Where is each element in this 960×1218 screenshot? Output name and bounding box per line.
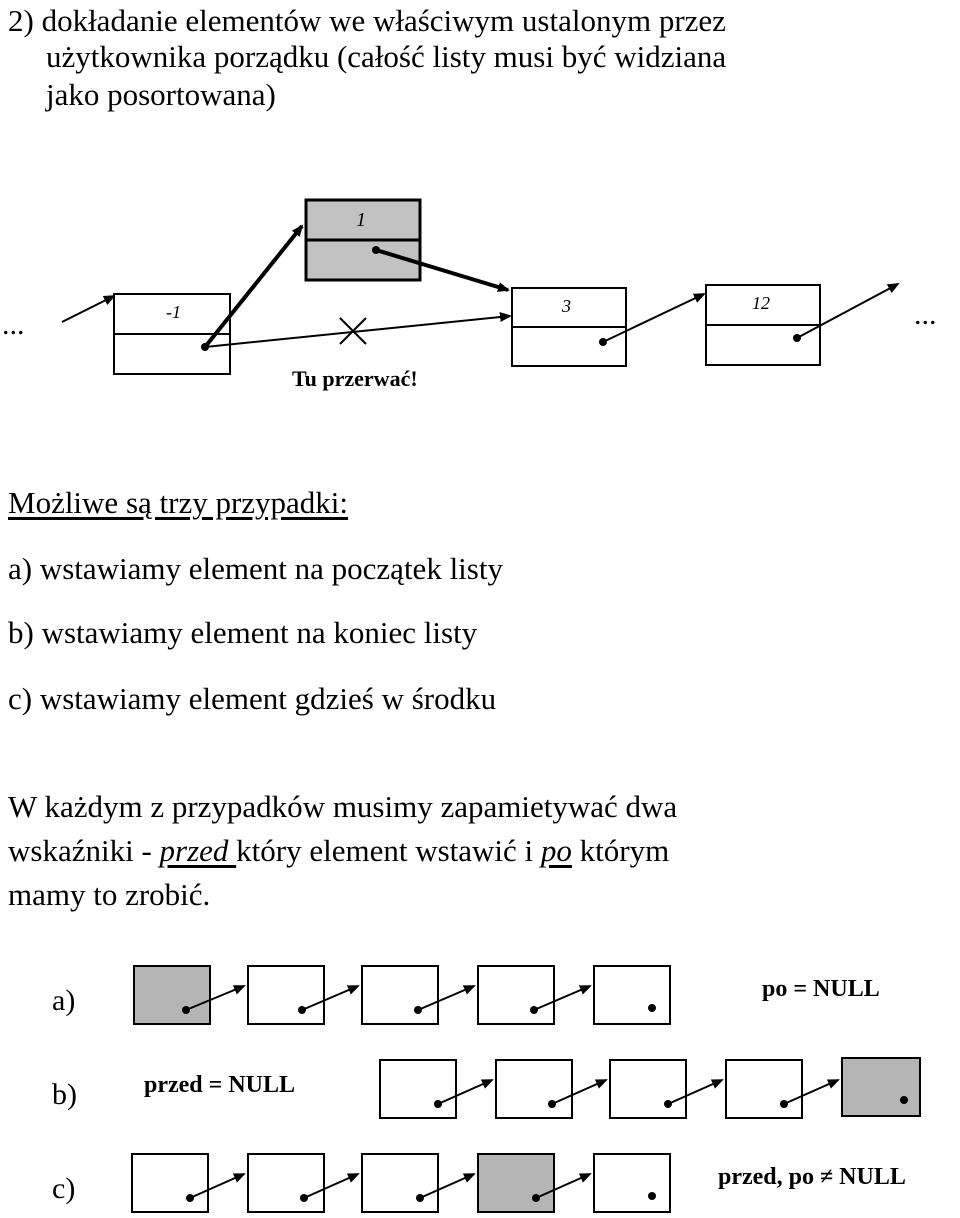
paragraph-line-1: W każdym z przypadków musimy zapamietywać dwa <box>8 789 678 824</box>
row-b-label: b) <box>52 1078 77 1111</box>
break-label: Tu przerwać! <box>292 366 418 391</box>
heading-line-3: jako posortowana) <box>46 77 276 112</box>
list-node-12 <box>706 285 820 365</box>
ellipsis-left: ... <box>2 308 25 341</box>
paragraph-line-2 <box>8 832 669 870</box>
list-node-3 <box>512 288 626 366</box>
text-fragment: wskaźniki - <box>8 833 160 868</box>
node-value: -1 <box>166 302 181 322</box>
text-fragment: którym <box>571 833 670 868</box>
row-b-nodes <box>380 1058 920 1118</box>
row-a-note: po = NULL <box>762 976 880 1002</box>
list-node-minus1 <box>114 294 230 374</box>
przed-term: przed <box>159 833 237 868</box>
node-value: 3 <box>562 296 571 316</box>
case-text: wstawiamy element na koniec listy <box>41 615 478 650</box>
row-b-note: przed = NULL <box>144 1072 296 1098</box>
heading-line-2: użytkownika porządku (całość listy musi być widziana <box>46 39 727 74</box>
row-c-nodes <box>132 1154 670 1212</box>
case-marker: c) <box>8 681 33 716</box>
case-b <box>8 614 477 652</box>
row-a-nodes <box>134 966 670 1024</box>
node-value: 12 <box>752 293 770 313</box>
cases-heading: Możliwe są trzy przypadki: <box>8 485 349 520</box>
case-a <box>8 550 503 588</box>
case-marker: b) <box>8 615 34 650</box>
row-c-note: przed, po ≠ NULL <box>718 1164 906 1190</box>
heading-line-1: 2) dokładanie elementów we właściwym ustalonym przez <box>8 3 726 38</box>
case-c <box>8 680 496 718</box>
paragraph-line-3: mamy to zrobić. <box>8 877 211 912</box>
case-marker: a) <box>8 551 33 586</box>
case-text: wstawiamy element na początek listy <box>39 551 503 586</box>
ellipsis-right: ... <box>914 298 937 331</box>
node-value: 1 <box>356 209 366 231</box>
po-term: po <box>540 833 572 868</box>
text-fragment: który element wstawić i <box>236 833 541 868</box>
row-a-label: a) <box>52 984 76 1017</box>
case-text: wstawiamy element gdzieś w środku <box>39 681 497 716</box>
insertion-diagram <box>0 0 960 420</box>
list-node-new-1 <box>306 200 420 280</box>
row-c-label: c) <box>52 1172 76 1205</box>
